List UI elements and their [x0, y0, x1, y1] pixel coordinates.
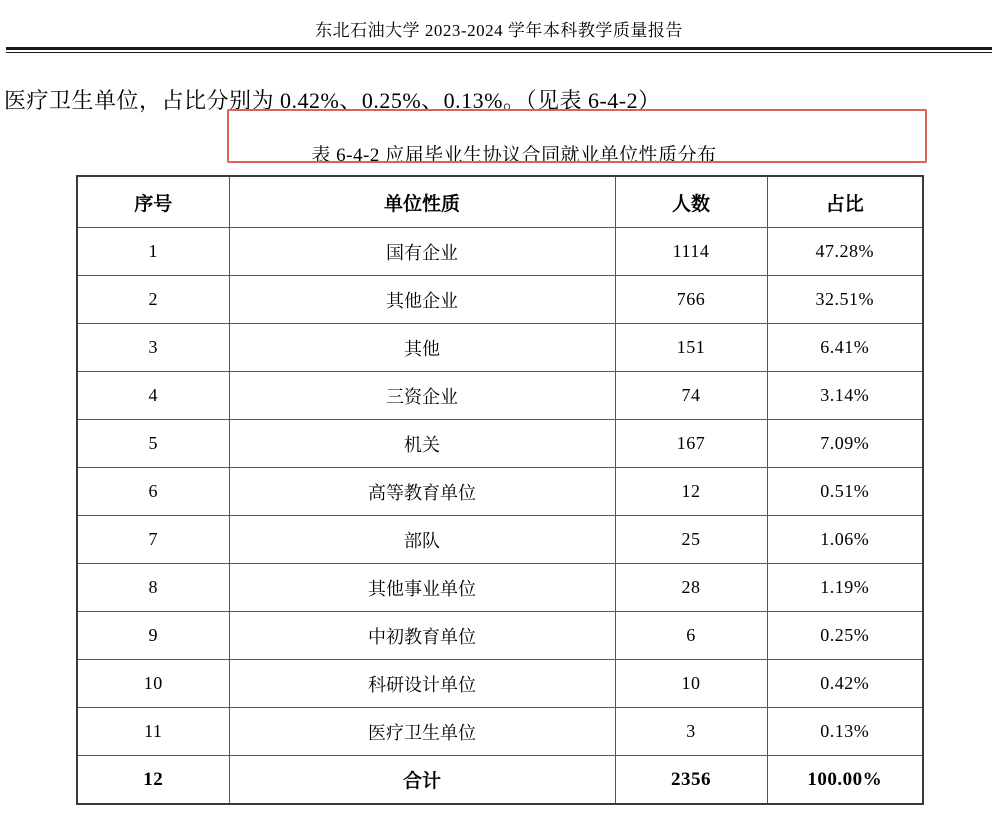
table-row: [77, 276, 923, 324]
table-container: [0, 175, 998, 805]
cell-index: 8: [77, 564, 229, 612]
cell-nature: 其他事业单位: [229, 564, 615, 612]
cell-ratio: 32.51%: [767, 276, 923, 324]
table-row: [77, 612, 923, 660]
column-header-index: 序号: [77, 176, 229, 228]
cell-count: 25: [615, 516, 767, 564]
table-row: [77, 516, 923, 564]
cell-nature: 机关: [229, 420, 615, 468]
table-row: [77, 420, 923, 468]
cell-nature: 国有企业: [229, 228, 615, 276]
cell-nature: 合计: [229, 756, 615, 805]
cell-nature: 科研设计单位: [229, 660, 615, 708]
table-caption: 表 6-4-2 应届毕业生协议合同就业单位性质分布: [311, 145, 717, 167]
cell-ratio: 100.00%: [767, 756, 923, 805]
cell-ratio: 47.28%: [767, 228, 923, 276]
cell-nature: 医疗卫生单位: [229, 708, 615, 756]
table-row: [77, 468, 923, 516]
table-row: [77, 564, 923, 612]
table-row: [77, 708, 923, 756]
cell-ratio: 1.06%: [767, 516, 923, 564]
cell-count: 151: [615, 324, 767, 372]
cell-ratio: 6.41%: [767, 324, 923, 372]
cell-ratio: 0.51%: [767, 468, 923, 516]
cell-nature: 其他企业: [229, 276, 615, 324]
table-row: [77, 324, 923, 372]
cell-count: 766: [615, 276, 767, 324]
cell-index: 11: [77, 708, 229, 756]
table-header-row: [77, 176, 923, 228]
cell-index: 7: [77, 516, 229, 564]
cell-count: 28: [615, 564, 767, 612]
cell-index: 5: [77, 420, 229, 468]
cell-nature: 部队: [229, 516, 615, 564]
cell-ratio: 0.25%: [767, 612, 923, 660]
cell-index: 6: [77, 468, 229, 516]
table-row: [77, 228, 923, 276]
cell-nature: 中初教育单位: [229, 612, 615, 660]
cell-ratio: 3.14%: [767, 372, 923, 420]
table-row: [77, 372, 923, 420]
cell-count: 10: [615, 660, 767, 708]
cell-count: 2356: [615, 756, 767, 805]
cell-count: 1114: [615, 228, 767, 276]
cell-nature: 其他: [229, 324, 615, 372]
cell-count: 74: [615, 372, 767, 420]
employment-unit-nature-table: [76, 175, 924, 805]
header-divider: [6, 47, 992, 53]
body-paragraph: 医疗卫生单位，占比分别为 0.42%、0.25%、0.13%。（见表 6-4-2）: [4, 88, 661, 113]
cell-count: 3: [615, 708, 767, 756]
column-header-count: 人数: [615, 176, 767, 228]
table-body: [77, 228, 923, 805]
running-header: 东北石油大学 2023-2024 学年本科教学质量报告: [315, 21, 683, 40]
cell-index: 10: [77, 660, 229, 708]
cell-index: 2: [77, 276, 229, 324]
cell-count: 12: [615, 468, 767, 516]
column-header-ratio: 占比: [767, 176, 923, 228]
table-row: [77, 660, 923, 708]
cell-ratio: 0.42%: [767, 660, 923, 708]
cell-ratio: 0.13%: [767, 708, 923, 756]
cell-index: 3: [77, 324, 229, 372]
table-row: [77, 756, 923, 805]
cell-count: 6: [615, 612, 767, 660]
cell-index: 12: [77, 756, 229, 805]
cell-nature: 高等教育单位: [229, 468, 615, 516]
cell-index: 9: [77, 612, 229, 660]
cell-ratio: 7.09%: [767, 420, 923, 468]
column-header-nature: 单位性质: [229, 176, 615, 228]
cell-ratio: 1.19%: [767, 564, 923, 612]
cell-nature: 三资企业: [229, 372, 615, 420]
cell-index: 1: [77, 228, 229, 276]
cell-index: 4: [77, 372, 229, 420]
cell-count: 167: [615, 420, 767, 468]
